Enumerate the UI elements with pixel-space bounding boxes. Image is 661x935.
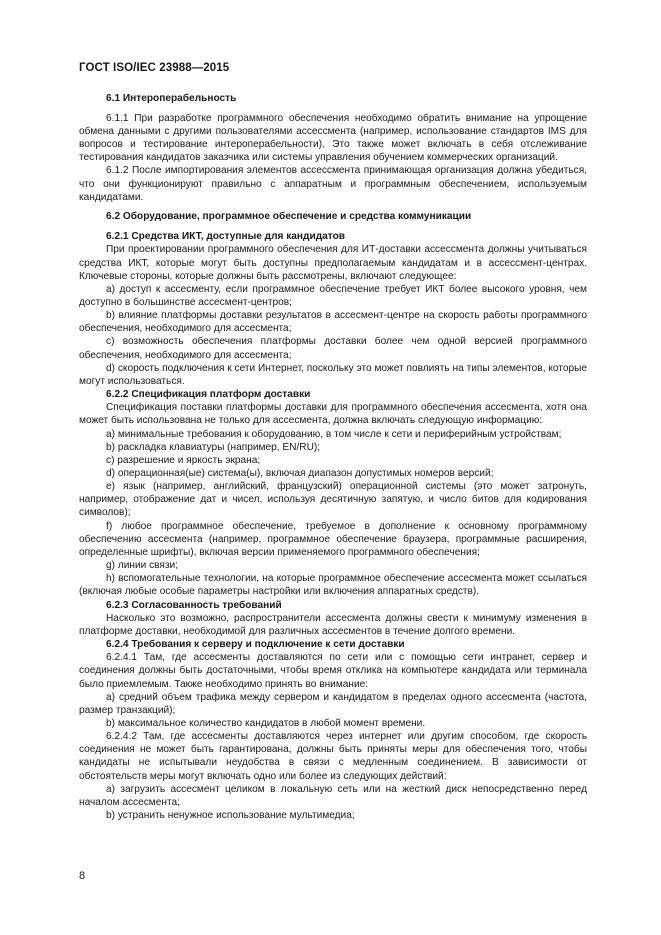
page-number: 8 (79, 870, 86, 882)
standard-header: ГОСТ ISO/IEC 23988—2015 (79, 62, 230, 74)
paragraph: Насколько это возможно, распространители ассесмента должны свести к минимуму изменения в платформе доставки, необходимой для различных ассесментов в течение долгого времени. (79, 612, 587, 637)
list-item: f) любое программное обеспечение, требуемое в дополнение к основному программному обеспечению ассесмента (например, программное обеспечение браузера, программные расширения, определенные шрифты), включая версии применяемого программного обеспечения; (79, 520, 587, 558)
paragraph: 6.1.1 При разработке программного обеспечения необходимо обратить внимание на упрощение обмена данными с другими пользователями ассессмента (например, использование стандартов IMS для вопросов и тестирование интероперабельности). Это также может включать в себя отслеживание тестирования кандидатов заказчика или системы управления обучением коммерческих организаций. (79, 112, 587, 164)
list-item: d) операционная(ые) система(ы), включая диапазон допустимых номеров версий; (106, 468, 494, 479)
list-item: a) загрузить ассесмент целиком в локальную сеть или на жесткий диск непосредственно перед началом ассесмента; (79, 783, 587, 808)
subsection-heading: 6.2.3 Согласованность требований (106, 599, 282, 611)
paragraph: 6.1.2 После импортирования элементов ассессмента принимающая организация должна убедиться, что они функционируют правильно с аппаратным и программным обеспечением, используемым кандидатами. (79, 165, 587, 203)
list-item: a) средний объем трафика между сервером и кандидатом в пределах одного ассесмента (частота, размер транзакций); (79, 691, 587, 716)
list-item: d) скорость подключения к сети Интернет, поскольку это может повлиять на типы элементов, которые могут использоваться. (79, 362, 587, 387)
document-body (79, 92, 587, 822)
list-item: a) доступ к ассесменту, если программное обеспечение требует ИКТ более высокого уровня, чем доступно в большинстве ассесмент-центров; (79, 283, 587, 308)
list-item: g) линии связи; (106, 560, 179, 572)
list-item: c) возможность обеспечения платформы доставки более чем одной версией программного обеспечения, необходимого для ассесмента; (79, 336, 587, 361)
list-item: c) разрешение и яркость экрана; (106, 454, 261, 466)
paragraph: При проектировании программного обеспечения для ИТ-доставки ассессмента должны учитываться средства ИКТ, которые могут быть доступны предполагаемым кандидатам и в ассессмент-центрах. Ключевые стороны, которые должны быть рассмотрены, включают следующее: (79, 244, 587, 282)
subsection-heading: 6.2.1 Средства ИКТ, доступные для кандидатов (106, 231, 345, 243)
list-item: h) вспомогательные технологии, на которые программное обеспечение ассесмента может ссылаться (включая любые особые параметры настройки или включения аппаратных средств). (79, 573, 587, 598)
section-heading: 6.2 Оборудование, программное обеспечение и средства коммуникации (106, 211, 472, 223)
paragraph: 6.2.4.2 Там, где ассесменты доставляются через интернет или другим способом, где скорость соединения не может быть гарантирована, должны быть приняты меры для обеспечения того, чтобы кандидаты не испытывали неудобства в связи с медленным соединением. В зависимости от обстоятельств меры могут включать одно или более из следующих действий: (79, 731, 587, 782)
subsection-heading: 6.2.4 Требования к серверу и подключение к сети доставки (106, 639, 405, 651)
section-heading: 6.1 Интероперабельность (106, 93, 237, 104)
paragraph: 6.2.4.1 Там, где ассесменты доставляются по сети или с помощью сети интранет, сервер и соединения должны быть достаточными, чтобы время отклика на компьютере кандидата или терминала было приемлемым. Также необходимо принять во внимание: (79, 652, 587, 690)
paragraph: Спецификация поставки платформы доставки для программного обеспечения ассесмента, хотя она может быть использована не только для ассесмента, должна включать следующую информацию: (79, 402, 587, 427)
list-item: b) устранить ненужное использование мультимедиа; (106, 810, 355, 822)
list-item: a) минимальные требования к оборудованию, в том числе к сети и периферийным устройствам; (106, 428, 562, 440)
list-item: b) раскладка клавиатуры (например, EN/RU); (106, 441, 321, 453)
list-item: b) максимальное количество кандидатов в любой момент времени. (106, 717, 426, 729)
subsection-heading: 6.2.2 Спецификация платформ доставки (106, 389, 311, 401)
list-item: e) язык (например, английский, французский) операционной системы (это может затронуть, например, отображение дат и чисел, используя десятичную запятую, и число битов для кодирования символов); (79, 481, 587, 519)
list-item: b) влияние платформы доставки результатов в ассесмент-центре на скорость работы программного обеспечения, необходимого для ассесмента; (79, 310, 587, 335)
